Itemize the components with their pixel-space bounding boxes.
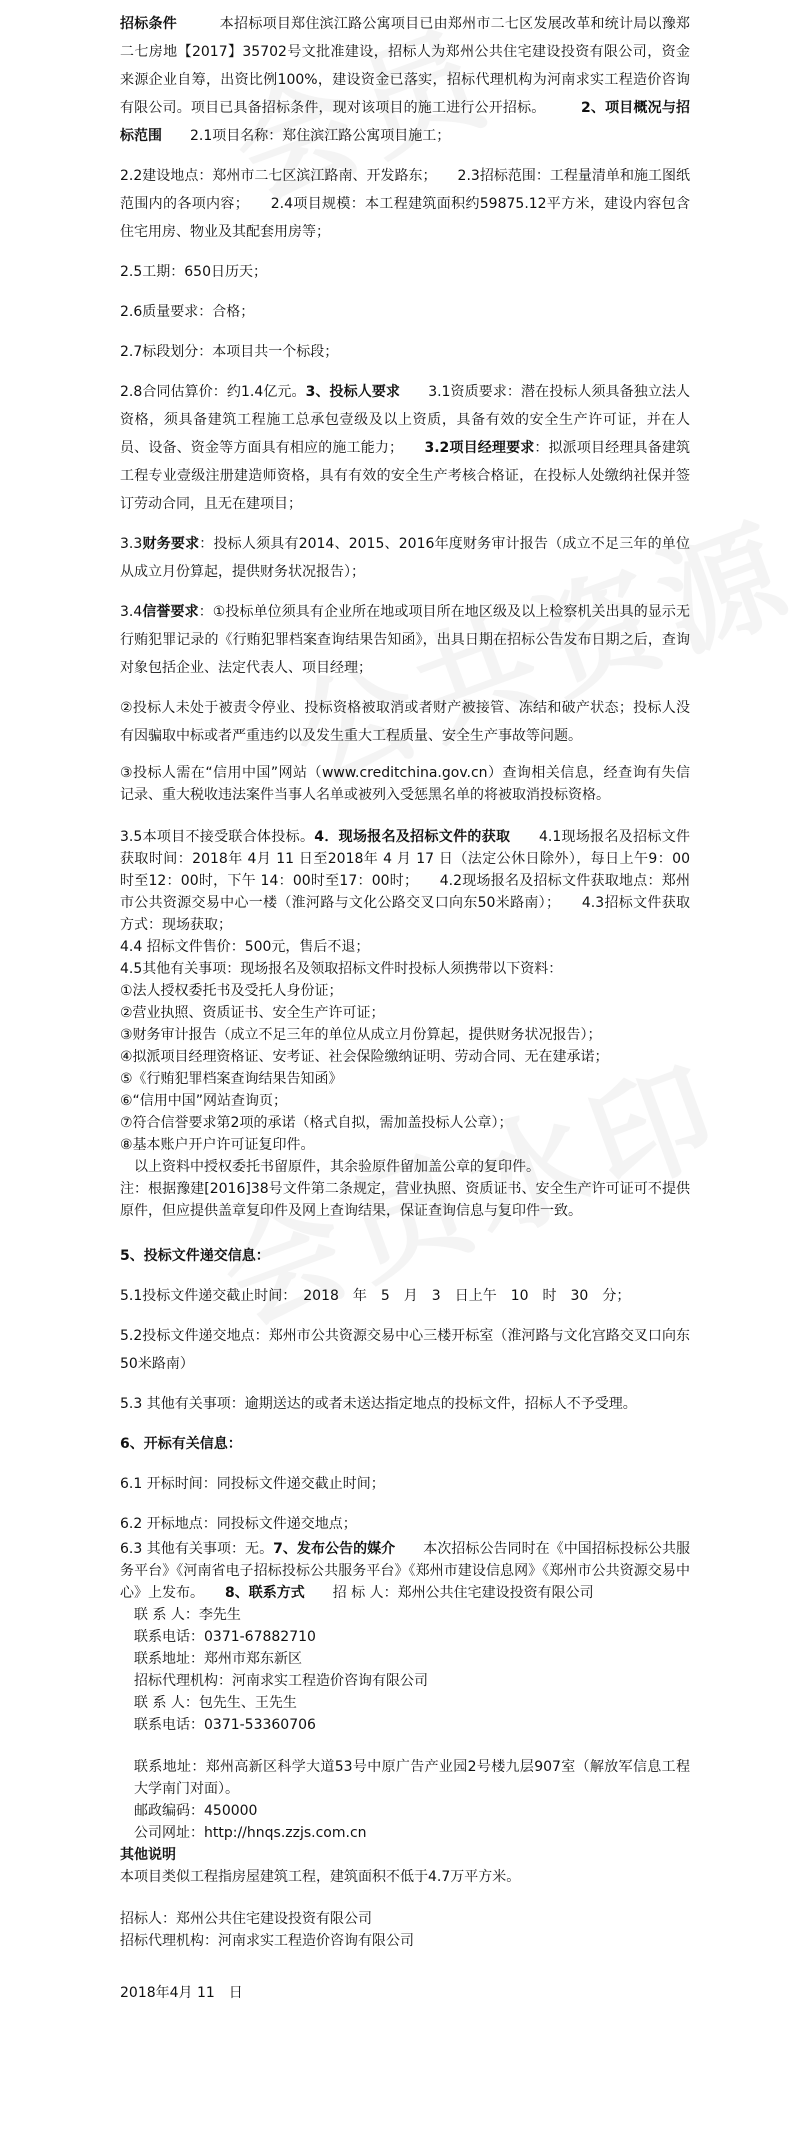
list-item: ⑧基本账户开户许可证复印件。 xyxy=(120,1137,315,1153)
list-item: ②营业执照、资质证书、安全生产许可证； xyxy=(120,1005,385,1021)
contact-line: 联 系 人：李先生 xyxy=(134,1607,241,1623)
section-top xyxy=(120,10,690,750)
paragraph-4-5: 4.5其他有关事项：现场报名及领取招标文件时投标人须携带以下资料： xyxy=(120,961,563,977)
paragraph-6-3: 6.3 其他有关事项：无。7、发布公告的媒介 本次招标公告同时在《中国招标投标公共服务平台》《河南省电子招标投标公共服务平台》《郑州市建设信息网》《郑州市公共资源交易中心》上发布。 8、联系方式 招 标 人：郑州公共住宅建设投资有限公司 xyxy=(120,1541,691,1601)
list-item: ⑤《行贿犯罪档案查询结果告知函》 xyxy=(120,1071,343,1087)
paragraph-2-5: 2.5工期：650日历天； xyxy=(120,264,267,280)
heading-6: 6、开标有关信息： xyxy=(120,1436,242,1452)
list-item: ①法人授权委托书及受托人身份证； xyxy=(120,983,343,999)
paragraph-5-2: 5.2投标文件递交地点：郑州市公共资源交易中心三楼开标室（淮河路与文化宫路交叉口向东50米路南） xyxy=(120,1328,690,1372)
note: 注：根据豫建[2016]38号文件第二条规定，营业执照、资质证书、安全生产许可证可不提供原件，但应提供盖章复印件及网上查询结果，保证查询信息与复印件一致。 xyxy=(120,1181,690,1219)
paragraph-3-4: 3.4信誉要求：①投标单位须具有企业所在地或项目所在地区级及以上检察机关出具的显示无行贿犯罪记录的《行贿犯罪档案查询结果告知函》，出具日期在招标公告发布日期之后，查询对象包括企业、法定代表人、项目经理； xyxy=(120,604,691,676)
contact-line: 邮政编码：450000 xyxy=(134,1803,258,1819)
list-item: ③财务审计报告（成立不足三年的单位从成立月份算起，提供财务状况报告）； xyxy=(120,1027,602,1043)
contact-line: 联系地址：郑州市郑东新区 xyxy=(134,1651,302,1667)
heading-other: 其他说明 xyxy=(120,1847,176,1863)
paragraph-4-4: 4.4 招标文件售价：500元，售后不退； xyxy=(120,939,370,955)
paragraph-2-2: 2.2建设地点：郑州市二七区滨江路南、开发路东； 2.3招标范围：工程量清单和施工图纸范围内的各项内容； 2.4项目规模：本工程建筑面积约59875.12平方米，建设内容包含住宅用房、物业及其配套用房等； xyxy=(120,168,690,240)
list-item: ⑥“信用中国”网站查询页； xyxy=(120,1093,288,1109)
paragraph-conditions: 招标条件 本招标项目郑住滨江路公寓项目已由郑州市二七区发展改革和统计局以豫郑二七房地【2017】35702号文批准建设，招标人为郑州公共住宅建设投资有限公司，资金来源企业自筹，出资比例100%，建设资金已落实，招标代理机构为河南求实工程造价咨询有限公司。项目已具备招标条件，现对该项目的施工进行公开招标。 2、项目概况与招标范围 2.1项目名称：郑住滨江路公寓项目施工； xyxy=(120,16,691,144)
section-contact xyxy=(120,1538,690,2004)
contact-line: 招标代理机构：河南求实工程造价咨询有限公司 xyxy=(134,1673,428,1689)
paragraph-5-3: 5.3 其他有关事项：逾期送达的或者未送达指定地点的投标文件，招标人不予受理。 xyxy=(120,1396,637,1412)
paragraph-2-8: 2.8合同估算价：约1.4亿元。3、投标人要求 3.1资质要求：潜在投标人须具备独立法人资格，须具备建筑工程施工总承包壹级及以上资质，具备有效的安全生产许可证，并在人员、设备、资金等方面具有相应的施工能力； 3.2项目经理要求：拟派项目经理具备建筑工程专业壹级注册建造师资格，具有有效的安全生产考核合格证，在投标人处缴纳社保并签订劳动合同，且无在建项目； xyxy=(120,384,691,512)
paragraph-6-2: 6.2 开标地点：同投标文件递交地点； xyxy=(120,1516,357,1532)
signature-agent: 招标代理机构：河南求实工程造价咨询有限公司 xyxy=(120,1933,414,1949)
contact-line: 联系电话：0371-67882710 xyxy=(134,1629,316,1645)
paragraph-3-4-2: ②投标人未处于被责令停业、投标资格被取消或者财产被接管、冻结和破产状态；投标人没有因骗取中标或者严重违约以及发生重大工程质量、安全生产事故等问题。 xyxy=(120,700,690,744)
paragraph-6-1: 6.1 开标时间：同投标文件递交截止时间； xyxy=(120,1476,385,1492)
heading-5: 5、投标文件递交信息： xyxy=(120,1248,270,1264)
paragraph-other: 本项目类似工程指房屋建筑工程，建筑面积不低于4.7万平方米。 xyxy=(120,1869,521,1885)
contact-line: 联系电话：0371-53360706 xyxy=(134,1717,316,1733)
list-item: 以上资料中授权委托书留原件，其余验原件留加盖公章的复印件。 xyxy=(120,1159,540,1175)
paragraph-2-6: 2.6质量要求：合格； xyxy=(120,304,255,320)
paragraph-3-5: 3.5本项目不接受联合体投标。4．现场报名及招标文件的获取 4.1现场报名及招标文件获取时间：2018年 4月 11 日至2018年 4 月 17 日（法定公休日除外），每日上午9：00 时至12：00时，下午 14：00时至17：00时； 4.2现场报名及招标文件获取地点：郑州市公共资源交易中心一楼（淮河路与文化公路交叉口向东50米路南）； 4.3招标文件获取方式：现场获取； xyxy=(120,829,691,933)
section-middle xyxy=(120,762,690,1242)
signature-tenderer: 招标人：郑州公共住宅建设投资有限公司 xyxy=(120,1911,372,1927)
list-item: ④拟派项目经理资格证、安考证、社会保险缴纳证明、劳动合同、无在建承诺； xyxy=(120,1049,609,1065)
paragraph-3-3: 3.3财务要求：投标人须具有2014、2015、2016年度财务审计报告（成立不足三年的单位从成立月份算起，提供财务状况报告）； xyxy=(120,536,691,580)
paragraph-2-7: 2.7标段划分：本项目共一个标段； xyxy=(120,344,339,360)
contact-line: 联 系 人：包先生、王先生 xyxy=(134,1695,297,1711)
publish-date: 2018年4月 11 日 xyxy=(120,1985,243,2001)
paragraph-5-1: 5.1投标文件递交截止时间： 2018 年 5 月 3 日上午 10 时 30 分； xyxy=(120,1288,631,1304)
list-item: ⑦符合信誉要求第2项的承诺（格式自拟，需加盖投标人公章）； xyxy=(120,1115,513,1131)
section-submission xyxy=(120,1242,690,1538)
contact-line: 公司网址：http://hnqs.zzjs.com.cn xyxy=(134,1825,367,1841)
paragraph-3-4-3: ③投标人需在“信用中国”网站（www.creditchina.gov.cn）查询相关信息，经查询有失信记录、重大税收违法案件当事人名单或被列入受惩黑名单的将被取消投标资格。 xyxy=(120,765,690,803)
contact-line: 联系地址：郑州高新区科学大道53号中原广告产业园2号楼九层907室（解放军信息工程大学南门对面）。 xyxy=(134,1759,690,1797)
announcement-body xyxy=(120,10,690,2004)
